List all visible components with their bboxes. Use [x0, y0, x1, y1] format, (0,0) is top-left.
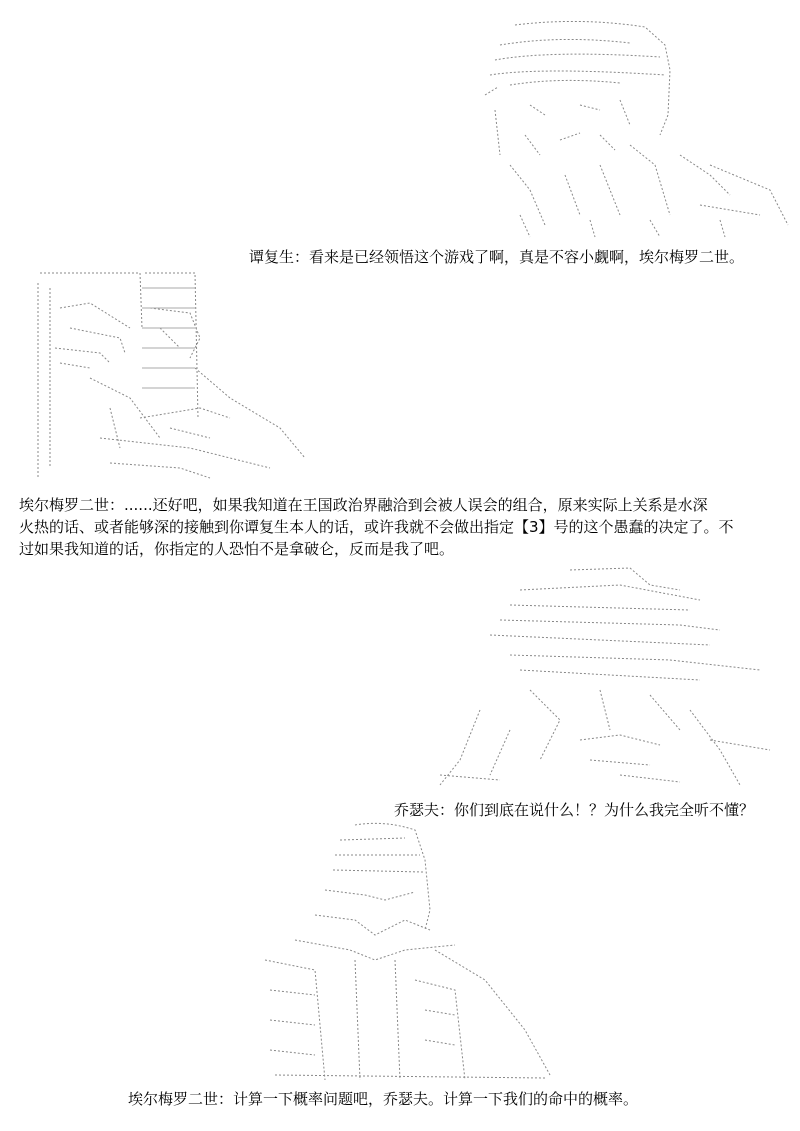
dialogue-line: 埃尔梅罗二世：......还好吧，如果我知道在王国政治界融洽到会被人误会的组合，原来实际上关系是水深 [19, 496, 708, 514]
dialogue-line: 谭复生：看来是已经领悟这个游戏了啊，真是不容小觑啊，埃尔梅罗二世。 [249, 248, 745, 266]
dialogue-line: 埃尔梅罗二世：计算一下概率问题吧，乔瑟夫。计算一下我们的命中的概率。 [128, 1090, 639, 1108]
el-melloi-ascii-art [30, 268, 310, 483]
el-melloi-standing-ascii-art [255, 820, 555, 1085]
tan-fusheng-ascii-art [470, 15, 790, 240]
dialogue-line: 火热的话、或者能够深的接触到你谭复生本人的话，或许我就不会做出指定【3】号的这个愚蠢的决定了。不 [19, 518, 734, 536]
joseph-ascii-art [420, 560, 780, 790]
dialogue-line: 过如果我知道的话，你指定的人恐怕不是拿破仑，反而是我了吧。 [19, 540, 455, 558]
dialogue-line: 乔瑟夫：你们到底在说什么！？为什么我完全听不懂？ [394, 801, 755, 819]
dialogue-paragraph [19, 494, 734, 560]
